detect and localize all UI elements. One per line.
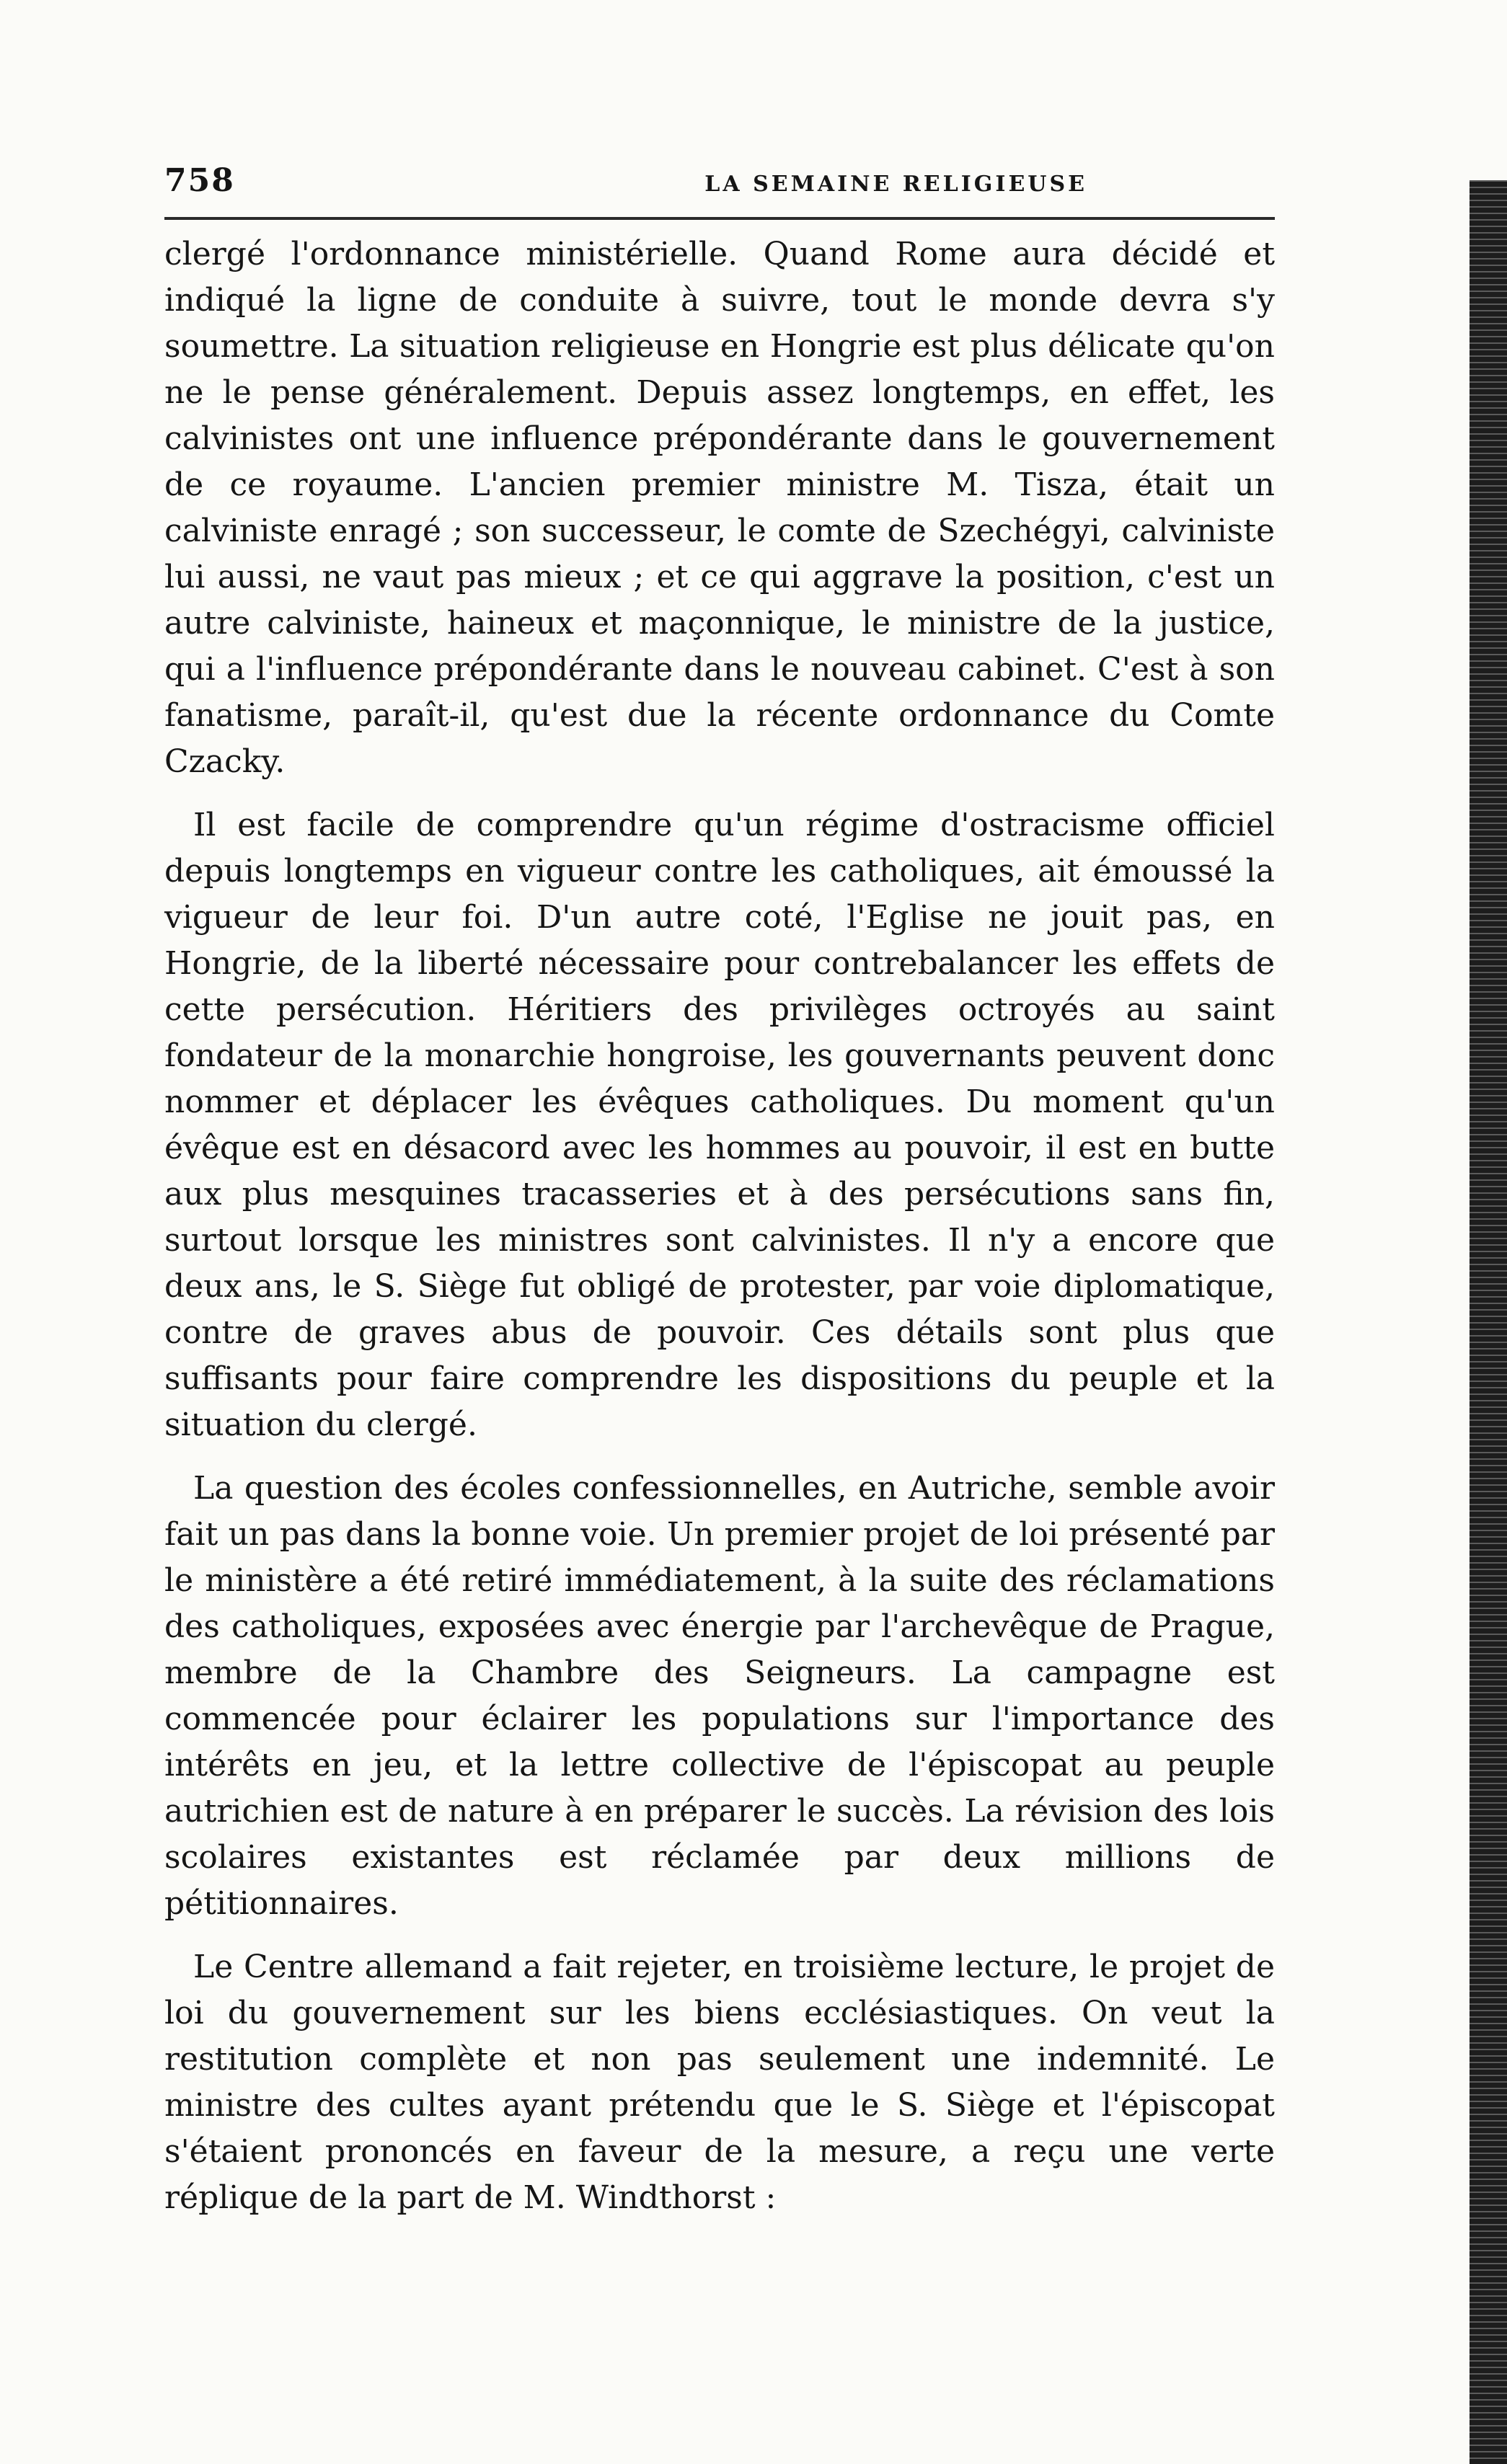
page	[164, 162, 1275, 2221]
header-rule	[164, 217, 1275, 220]
scan-edge-top	[1470, 0, 1507, 180]
paragraph-2: Il est facile de comprendre qu'un régime d'ostracisme officiel depuis longtemps en vigueur contre les catholiques, ait émoussé la vigueur de leur foi. D'un autre coté, l'Eglise ne jouit pas, en Hongrie, de la liberté nécessaire pour contrebalancer les effets de cette persécution. Héritiers des privilèges octroyés au saint fondateur de la monarchie hongroise, les gouvernants peuvent donc nommer et déplacer les évêques catholiques. Du moment qu'un évêque est en désacord avec les hommes au pouvoir, il est en butte aux plus mesquines tracasseries et à des persécutions sans fin, surtout lorsque les ministres sont calvinistes. Il n'y a encore que deux ans, le S. Siège fut obligé de protester, par voie diplomatique, contre de graves abus de pouvoir. Ces détails sont plus que suffisants pour faire comprendre les dispositions du peuple et la situation du clergé.	[164, 807, 1275, 1443]
page-header	[164, 162, 1275, 205]
running-title: LA SEMAINE RELIGIEUSE	[704, 172, 1087, 197]
paragraph-4: Le Centre allemand a fait rejeter, en troisième lecture, le projet de loi du gouvernement sur les biens ecclésiastiques. On veut la restitution complète et non pas seulement une indemnité. Le ministre des cultes ayant prétendu que le S. Siège et l'épiscopat s'étaient prononcés en faveur de la mesure, a reçu une verte réplique de la part de M. Windthorst :	[164, 1949, 1275, 2216]
paragraph-1: clergé l'ordonnance ministérielle. Quand Rome aura décidé et indiqué la ligne de conduite à suivre, tout le monde devra s'y soumettre. La situation religieuse en Hongrie est plus délicate qu'on ne le pense généralement. Depuis assez longtemps, en effet, les calvinistes ont une influence prépondérante dans le gouvernement de ce royaume. L'ancien premier ministre M. Tisza, était un calviniste enragé ; son successeur, le comte de Szechégyi, calviniste lui aussi, ne vaut pas mieux ; et ce qui aggrave la position, c'est un autre calviniste, haineux et maçonnique, le ministre de la justice, qui a l'influence prépondérante dans le nouveau cabinet. C'est à son fanatisme, paraît-il, qu'est due la récente ordonnance du Comte Czacky.	[164, 236, 1275, 780]
page-number: 758	[164, 162, 235, 199]
paragraph-3: La question des écoles confessionnelles, en Autriche, semble avoir fait un pas dans la bonne voie. Un premier projet de loi présenté par le ministère a été retiré immédiatement, à la suite des réclamations des catholiques, exposées avec énergie par l'archevêque de Prague, membre de la Chambre des Seigneurs. La campagne est commencée pour éclairer les populations sur l'importance des intérêts en jeu, et la lettre collective de l'épiscopat au peuple autrichien est de nature à en préparer le succès. La révision des lois scolaires existantes est réclamée par deux millions de pétitionnaires.	[164, 1470, 1275, 1922]
scan-edge	[1470, 0, 1507, 2464]
